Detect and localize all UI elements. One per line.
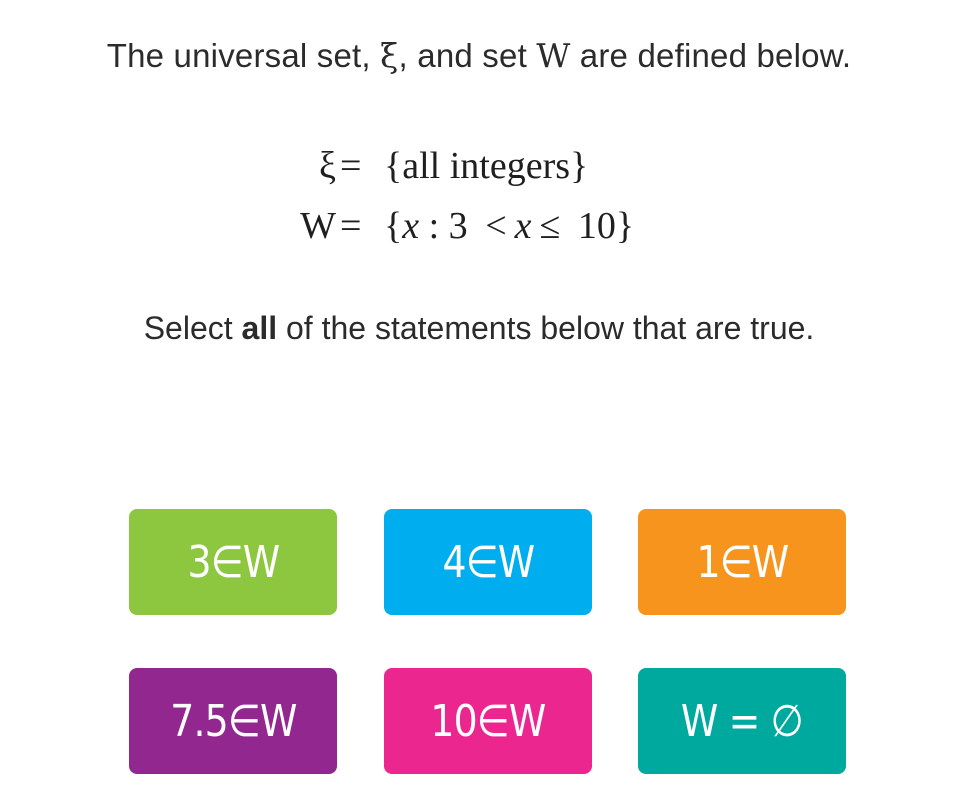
intro-xi-symbol: ξ	[380, 36, 399, 75]
less-or-equal-sign: ≤	[539, 205, 561, 247]
variable-x: x	[402, 205, 420, 247]
condition-text: : 3	[419, 205, 478, 247]
option-label: 7.5∈W	[169, 695, 297, 747]
option-1-in-w-button[interactable]	[638, 509, 846, 615]
instruction-text	[0, 306, 958, 350]
option-4-in-w-button[interactable]	[384, 509, 592, 615]
brace-open: {	[384, 205, 403, 247]
instruction-bold: all	[241, 310, 278, 346]
equals-sign: =	[340, 205, 362, 247]
option-label: W = ∅	[681, 695, 803, 747]
equals-sign: =	[340, 145, 362, 187]
less-than-sign: <	[485, 205, 507, 247]
instruction-after: of the statements below that are true.	[277, 310, 815, 346]
universal-set-symbol: ξ	[319, 145, 336, 187]
set-w-definition	[0, 200, 958, 252]
instruction-before: Select	[143, 310, 242, 346]
option-10-in-w-button[interactable]	[384, 668, 592, 774]
option-3-in-w-button[interactable]	[129, 509, 337, 615]
option-label: 3∈W	[187, 536, 279, 588]
upper-bound-text: 10}	[568, 205, 635, 247]
question-intro	[0, 34, 958, 78]
variable-x: x	[514, 205, 532, 247]
set-w-symbol: W	[300, 205, 336, 247]
universal-set-definition	[0, 140, 958, 192]
intro-text-2: , and set	[398, 37, 537, 74]
option-label: 4∈W	[442, 536, 534, 588]
intro-w-symbol: W	[536, 36, 571, 75]
option-label: 1∈W	[696, 536, 788, 588]
option-7-5-in-w-button[interactable]	[129, 668, 337, 774]
option-w-empty-set-button[interactable]	[638, 668, 846, 774]
option-label: 10∈W	[430, 695, 546, 747]
intro-text-3: are defined below.	[570, 37, 852, 74]
universal-set-value: {all integers}	[384, 145, 589, 187]
set-w-value	[384, 200, 634, 252]
intro-text-1: The universal set,	[106, 37, 381, 74]
